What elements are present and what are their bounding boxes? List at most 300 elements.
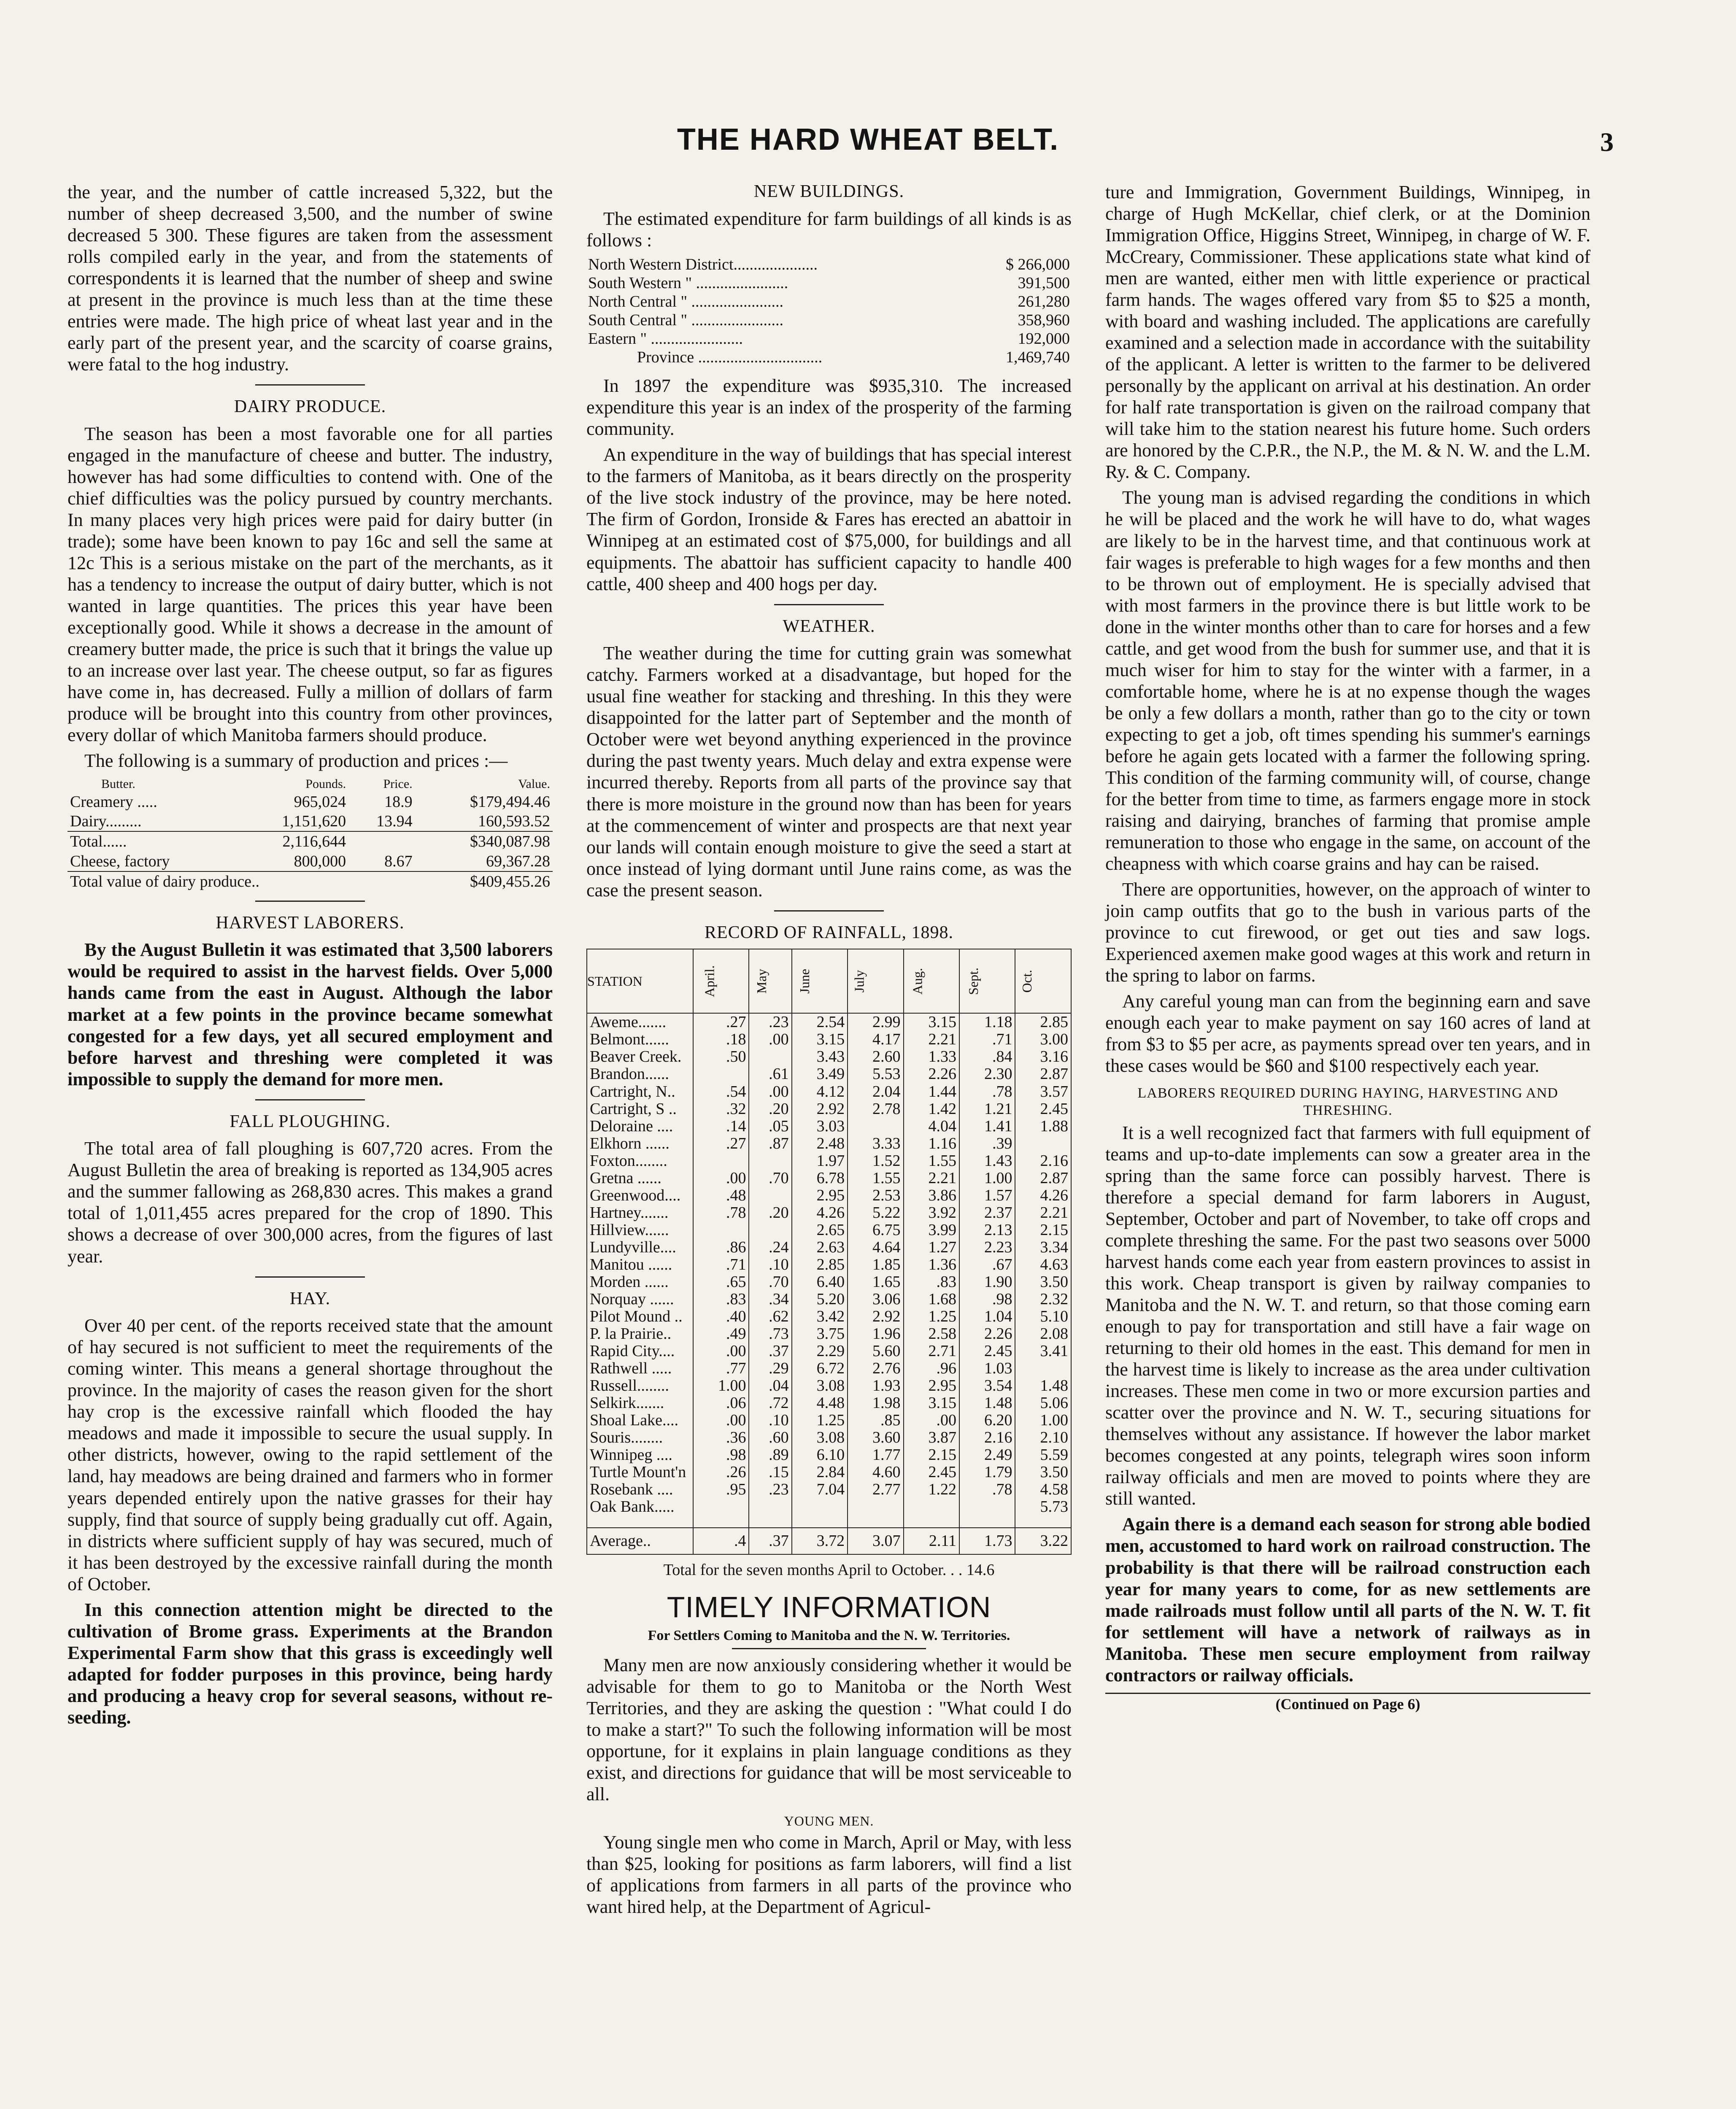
- empty-cell: [348, 831, 415, 851]
- average-value: 3.07: [848, 1528, 903, 1554]
- rainfall-value: .77: [693, 1360, 749, 1377]
- fall-paragraph: The total area of fall ploughing is 607,720 acres. From the August Bulletin the area of breaking is reported as 134,905 acres and the summer fallowing as 268,830 acres. This makes a grand total of 1,011,455 acres prepared for the crop of 1890. This shows a decrease of over 300,000 acres, from the figures of last year.: [67, 1138, 553, 1267]
- table-row: [67, 831, 553, 851]
- table-row: [587, 1065, 1071, 1083]
- section-divider: [255, 384, 365, 386]
- dairy-paragraph: The season has been a most favorable one for all parties engaged in the manufacture of cheese and butter. The industry, however has had some difficulties to contend with. One of the chief difficulties was the policy pursued by country merchants. In many places very high prices were paid for dairy butter (in trade); some have been known to pay 16c and sell the same at 12c This is a serious mistake on the part of the merchants, as it has a tendency to increase the output of dairy butter, which is not wanted in large quantities. The prices this year have been exceptionally good. While it shows a decrease in the amount of creamery butter made, the price is such that it brings the value up to an increase over last year. The cheese output, so far as figures have come in, has decreased. Fully a million of dollars of farm produce will be brought into this country from other provinces, every dollar of which Manitoba farmers should produce.: [67, 423, 553, 746]
- table-row: [586, 329, 1072, 348]
- rainfall-value: 1.42: [904, 1100, 959, 1118]
- rainfall-value: [792, 1498, 848, 1528]
- rainfall-value: [749, 1187, 791, 1204]
- rainfall-value: 3.57: [1015, 1083, 1071, 1100]
- rainfall-value: 2.15: [904, 1446, 959, 1464]
- rainfall-value: 1.04: [959, 1308, 1015, 1325]
- dairy-table: [67, 776, 553, 891]
- dairy-col-value: Value.: [518, 777, 550, 791]
- rainfall-value: .37: [749, 1343, 791, 1360]
- average-value: 3.22: [1015, 1528, 1071, 1554]
- rainfall-value: [749, 1048, 791, 1065]
- rainfall-value: 3.34: [1015, 1239, 1071, 1256]
- rainfall-value: 1.21: [959, 1100, 1015, 1118]
- station-name: Souris........: [587, 1429, 693, 1446]
- rainfall-value: .60: [749, 1429, 791, 1446]
- table-row: [587, 1498, 1071, 1528]
- rainfall-value: .05: [749, 1118, 791, 1135]
- table-row: [587, 1031, 1071, 1048]
- rainfall-value: 1.25: [904, 1308, 959, 1325]
- rainfall-value: 1.00: [1015, 1412, 1071, 1429]
- rainfall-value: .27: [693, 1013, 749, 1031]
- rainfall-value: 2.54: [792, 1013, 848, 1031]
- rainfall-value: [959, 1498, 1015, 1528]
- rainfall-value: 3.49: [792, 1065, 848, 1083]
- station-name: Foxton........: [587, 1152, 693, 1170]
- rainfall-value: .23: [749, 1481, 791, 1498]
- station-name: Deloraine ....: [587, 1118, 693, 1135]
- rainfall-value: .62: [749, 1308, 791, 1325]
- district-label: South Western " .......................: [588, 274, 788, 292]
- cheese-price: 8.67: [384, 852, 413, 870]
- weather-heading: WEATHER.: [783, 616, 875, 636]
- rainfall-value: 3.15: [904, 1394, 959, 1412]
- table-row: [587, 1446, 1071, 1464]
- rainfall-value: .83: [693, 1291, 749, 1308]
- rainfall-value: 2.95: [792, 1187, 848, 1204]
- rainfall-value: .70: [749, 1170, 791, 1187]
- rainfall-value: 2.87: [1015, 1170, 1071, 1187]
- rainfall-value: 1.77: [848, 1446, 903, 1464]
- station-name: Rapid City....: [587, 1343, 693, 1360]
- dairy-col-price: Price.: [383, 777, 413, 791]
- rainfall-value: 3.06: [848, 1291, 903, 1308]
- rainfall-value: 2.15: [1015, 1222, 1071, 1239]
- rainfall-value: .96: [904, 1360, 959, 1377]
- station-name: Gretna ......: [587, 1170, 693, 1187]
- table-row: [587, 1152, 1071, 1170]
- rainfall-value: 3.15: [792, 1031, 848, 1048]
- harvest-heading: HARVEST LABORERS.: [216, 913, 405, 933]
- rainfall-value: [848, 1118, 903, 1135]
- winter-paragraph: There are opportunities, however, on the approach of winter to join camp outfits that go to the bush in various parts of the province to cut firewood, or get out ties and saw logs. Experienced axemen make good wages at this work and return in the spring to labor on farms.: [1105, 879, 1590, 986]
- month-header: April.: [693, 949, 749, 1013]
- table-row: [587, 1048, 1071, 1065]
- table-row: [587, 1239, 1071, 1256]
- rainfall-value: 3.50: [1015, 1273, 1071, 1291]
- rainfall-value: [848, 1498, 903, 1528]
- rainfall-value: .71: [959, 1031, 1015, 1048]
- rainfall-value: 2.92: [848, 1308, 903, 1325]
- rainfall-value: 1.85: [848, 1256, 903, 1273]
- intro-paragraph: the year, and the number of cattle increased 5,322, but the number of sheep decreased 3,500, and the number of swine decreased 5 300. These figures are taken from the assessment rolls compiled early in the year, and from the statements of correspondents it is learned that the number of sheep and swine at present in the province is much less than at the time these entries were made. The high price of wheat last year and in the early part of the present year, and the scarcity of coarse grains, were fatal to the hog industry.: [67, 182, 553, 375]
- rainfall-value: .20: [749, 1100, 791, 1118]
- table-row: [67, 792, 553, 812]
- rainfall-value: 5.59: [1015, 1446, 1071, 1464]
- rainfall-value: 5.73: [1015, 1498, 1071, 1528]
- month-header: Oct.: [1015, 949, 1071, 1013]
- table-row: [587, 1464, 1071, 1481]
- district-amount: $ 266,000: [1006, 255, 1070, 273]
- station-name: Shoal Lake....: [587, 1412, 693, 1429]
- rainfall-value: 4.63: [1015, 1256, 1071, 1273]
- rainfall-value: 2.21: [904, 1170, 959, 1187]
- rainfall-value: 2.10: [1015, 1429, 1071, 1446]
- dairy-total-value: $340,087.98: [415, 831, 553, 851]
- rainfall-value: .20: [749, 1204, 791, 1222]
- timely-subheading: For Settlers Coming to Manitoba and the N. W. Territories.: [648, 1627, 1010, 1643]
- rainfall-value: .48: [693, 1187, 749, 1204]
- rainfall-value: .32: [693, 1100, 749, 1118]
- section-divider: [732, 1648, 926, 1649]
- rainfall-value: 3.86: [904, 1187, 959, 1204]
- dairy-col-pounds: Pounds.: [305, 777, 346, 791]
- rainfall-value: 3.03: [792, 1118, 848, 1135]
- rainfall-value: 1.88: [1015, 1118, 1071, 1135]
- agriculture-paragraph: ture and Immigration, Government Buildings, Winnipeg, in charge of Hugh McKellar, chief clerk, or at the Dominion Immigration Office, Higgins Street, Winnipeg, in charge of W. F. McCreary, Commissioner. These applications state what kind of men are wanted, either men with little experience or practical farm hands. The wages offered vary from $5 to $25 a month, with board and washing included. The applications are carefully examined and a selection made in accordance with the suitability of the applicant. A letter is written to the farmer to be delivered personally by the applicant on arrival at his destination. An order for half rate transportation is given on the railroad company that will take him to the station nearest his future home. Such orders are honored by the C.P.R., the N.P., the M. & N. W. and the L.M. Ry. & C. Company.: [1105, 182, 1590, 483]
- station-name: Cartright, S ..: [587, 1100, 693, 1118]
- station-name: Norquay ......: [587, 1291, 693, 1308]
- rainfall-value: .84: [959, 1048, 1015, 1065]
- dairy-price: 18.9: [384, 793, 413, 811]
- rainfall-value: 1.16: [904, 1135, 959, 1152]
- rainfall-value: 3.41: [1015, 1343, 1071, 1360]
- table-row: [586, 348, 1072, 367]
- rainfall-value: .70: [749, 1273, 791, 1291]
- average-value: 3.72: [792, 1528, 848, 1554]
- rainfall-value: .15: [749, 1464, 791, 1481]
- rainfall-value: .23: [749, 1013, 791, 1031]
- month-header: Sept.: [959, 949, 1015, 1013]
- rainfall-value: 2.53: [848, 1187, 903, 1204]
- page-title: THE HARD WHEAT BELT.: [677, 123, 1059, 156]
- rainfall-value: .00: [693, 1412, 749, 1429]
- rainfall-value: 3.99: [904, 1222, 959, 1239]
- district-amount: 391,500: [1018, 274, 1070, 292]
- rainfall-value: 2.16: [1015, 1152, 1071, 1170]
- rainfall-value: 2.45: [1015, 1100, 1071, 1118]
- table-row: [587, 1291, 1071, 1308]
- rainfall-table: [586, 949, 1072, 1555]
- rainfall-value: [693, 1152, 749, 1170]
- rainfall-value: 2.16: [959, 1429, 1015, 1446]
- average-row: [587, 1528, 1071, 1554]
- rainfall-value: 6.78: [792, 1170, 848, 1187]
- rainfall-value: 3.75: [792, 1325, 848, 1343]
- rainfall-value: 2.32: [1015, 1291, 1071, 1308]
- table-row: [587, 1273, 1071, 1291]
- station-name: Lundyville....: [587, 1239, 693, 1256]
- table-row: [586, 255, 1072, 274]
- rainfall-value: 3.43: [792, 1048, 848, 1065]
- station-name: Rosebank ....: [587, 1481, 693, 1498]
- rainfall-value: .10: [749, 1256, 791, 1273]
- rainfall-value: .27: [693, 1135, 749, 1152]
- station-name: Manitou ......: [587, 1256, 693, 1273]
- table-row: [587, 1170, 1071, 1187]
- rainfall-value: 6.40: [792, 1273, 848, 1291]
- rainfall-value: .39: [959, 1135, 1015, 1152]
- grand-total-value: $409,455.26: [415, 871, 553, 891]
- dairy-value: $179,494.46: [470, 793, 550, 811]
- rainfall-value: .89: [749, 1446, 791, 1464]
- page-number: 3: [1600, 127, 1614, 157]
- rainfall-value: 1.36: [904, 1256, 959, 1273]
- rainfall-value: 1.97: [792, 1152, 848, 1170]
- month-header: Aug.: [904, 949, 959, 1013]
- rainfall-value: 2.63: [792, 1239, 848, 1256]
- rainfall-value: .04: [749, 1377, 791, 1394]
- section-divider: [255, 1099, 365, 1100]
- advice-paragraph: The young man is advised regarding the conditions in which he will be placed and the work he will have to do, what wages are likely to be in the harvest time, and that continuous work at fair wages is preferable to high wages for a few months and then to be thrown out of employment. He is specially advised that with most farmers in the province there is but little work to be done in the winter months other than to care for horses and a few cattle, and get wood from the bush for summer use, and that it is much wiser for him to stay for the winter with a farmer, in a comfortable home, where he is at no expense though the wages be only a few dollars a month, rather than go to the city or town expecting to get a job, oft times spending his summer's earnings before he again gets located with a farmer the following spring. This condition of the farming community will, of course, change for the better from time to time, as farmers engage more in stock raising and dairying, branches of farming that promise ample remuneration to those who engage in the same, on account of the cheapness with which coarse grains and hay can be raised.: [1105, 487, 1590, 874]
- station-name: Pilot Mound ..: [587, 1308, 693, 1325]
- table-row: [587, 1118, 1071, 1135]
- dairy-total-label: Total......: [67, 831, 237, 851]
- station-name: Greenwood....: [587, 1187, 693, 1204]
- table-row: [586, 274, 1072, 292]
- rainfall-value: 4.12: [792, 1083, 848, 1100]
- rainfall-value: 2.26: [959, 1325, 1015, 1343]
- rainfall-value: [904, 1498, 959, 1528]
- rainfall-value: 2.92: [792, 1100, 848, 1118]
- section-divider: [255, 1276, 365, 1278]
- rainfall-value: 3.00: [1015, 1031, 1071, 1048]
- rainfall-value: 4.48: [792, 1394, 848, 1412]
- rainfall-value: 4.26: [1015, 1187, 1071, 1204]
- rainfall-value: 2.77: [848, 1481, 903, 1498]
- station-name: Cartright, N..: [587, 1083, 693, 1100]
- rainfall-value: 1.44: [904, 1083, 959, 1100]
- rainfall-value: 2.76: [848, 1360, 903, 1377]
- rainfall-value: .34: [749, 1291, 791, 1308]
- rainfall-value: .36: [693, 1429, 749, 1446]
- rainfall-value: 2.71: [904, 1343, 959, 1360]
- rainfall-value: 6.72: [792, 1360, 848, 1377]
- rainfall-value: 2.84: [792, 1464, 848, 1481]
- rainfall-value: 1.48: [959, 1394, 1015, 1412]
- rainfall-value: .29: [749, 1360, 791, 1377]
- station-name: Rathwell .....: [587, 1360, 693, 1377]
- dairy-label: Creamery .....: [70, 793, 157, 811]
- rainfall-value: 4.04: [904, 1118, 959, 1135]
- district-amount: 1,469,740: [1006, 348, 1070, 367]
- dairy-total-pounds: 2,116,644: [237, 831, 348, 851]
- station-name: P. la Prairie..: [587, 1325, 693, 1343]
- continued-note: (Continued on Page 6): [1105, 1693, 1590, 1713]
- station-name: Turtle Mount'n: [587, 1464, 693, 1481]
- timely-paragraph: Many men are now anxiously considering whether it would be advisable for them to go to Manitoba or the North West Territories, and they are asking the question : "What could I do to make a start?" To such the following information will be most opportune, for it explains in plain language conditions as they exist, and directions for guidance that will be most serviceable to all.: [586, 1655, 1072, 1805]
- rainfall-value: 1.27: [904, 1239, 959, 1256]
- station-name: Oak Bank.....: [587, 1498, 693, 1528]
- average-value: .37: [749, 1528, 791, 1554]
- rainfall-value: 1.93: [848, 1377, 903, 1394]
- table-row: [587, 1222, 1071, 1239]
- station-name: Morden ......: [587, 1273, 693, 1291]
- hay-paragraph: Over 40 per cent. of the reports received state that the amount of hay secured is not sufficient to meet the requirements of the coming winter. This means a general shortage throughout the province. In the majority of cases the reason given for the short hay crop is the excessive rainfall which flooded the hay meadows and made it impossible to secure the usual supply. In other districts, however, owing to the rapid settlement of the land, hay meadows are being drained and farmers who in former years depended entirely upon the native grasses for their hay supply, find that source of supply being gradually cut off. Again, in districts where sufficient supply of hay was secured, much of it has been destroyed by the excessive rainfall during the month of October.: [67, 1315, 553, 1594]
- station-name: Elkhorn ......: [587, 1135, 693, 1152]
- rainfall-value: .18: [693, 1031, 749, 1048]
- district-label: Province ...............................: [637, 348, 823, 367]
- rainfall-value: 2.04: [848, 1083, 903, 1100]
- station-name: Beaver Creek.: [587, 1048, 693, 1065]
- column-right: [1105, 181, 1590, 1713]
- rainfall-value: [1015, 1360, 1071, 1377]
- rainfall-header-row: [587, 949, 1071, 1013]
- station-name: Russell........: [587, 1377, 693, 1394]
- harvest-paragraph: By the August Bulletin it was estimated that 3,500 laborers would be required to assist in the harvest fields. Over 5,000 hands came from the east in August. Although the labor market at a few points in the province became somewhat congested for a few days, yet all secured employment and before harvest and threshing were completed it was impossible to supply the demand for more men.: [67, 939, 553, 1090]
- rainfall-value: [749, 1152, 791, 1170]
- district-label: North Western District.....................: [588, 255, 818, 273]
- rainfall-value: 1.41: [959, 1118, 1015, 1135]
- rainfall-value: 2.45: [959, 1343, 1015, 1360]
- dairy-col-butter: Butter.: [101, 777, 135, 791]
- rainfall-value: .00: [749, 1083, 791, 1100]
- rainfall-value: 2.60: [848, 1048, 903, 1065]
- rainfall-value: 7.04: [792, 1481, 848, 1498]
- rainfall-value: 6.20: [959, 1412, 1015, 1429]
- laborers-heading: LABORERS REQUIRED DURING HAYING, HARVESTING AND THRESHING.: [1137, 1085, 1558, 1119]
- rainfall-value: 2.49: [959, 1446, 1015, 1464]
- rainfall-body: [587, 1013, 1071, 1554]
- rainfall-value: .00: [693, 1343, 749, 1360]
- rainfall-value: 3.15: [904, 1013, 959, 1031]
- column-middle: [586, 181, 1072, 1922]
- district-amount: 358,960: [1018, 311, 1070, 329]
- rainfall-value: .14: [693, 1118, 749, 1135]
- hay-heading: HAY.: [289, 1289, 331, 1308]
- rainfall-value: 5.60: [848, 1343, 903, 1360]
- rainfall-value: 1.90: [959, 1273, 1015, 1291]
- section-divider: [255, 901, 365, 902]
- young-men-paragraph: Young single men who come in March, April or May, with less than $25, looking for positions as farm laborers, will find a list of applications from farmers in all parts of the province who want hired help, at the Department of Agricul-: [586, 1832, 1072, 1918]
- rainfall-value: .85: [848, 1412, 903, 1429]
- rainfall-value: .78: [693, 1204, 749, 1222]
- table-row: [587, 1083, 1071, 1100]
- rainfall-value: 2.30: [959, 1065, 1015, 1083]
- rainfall-value: 4.58: [1015, 1481, 1071, 1498]
- buildings-paragraph-3: An expenditure in the way of buildings that has special interest to the farmers of Manitoba, as it bears directly on the prosperity of the live stock industry of the province, may be here noted. The firm of Gordon, Ironside & Fares has erected an abattoir in Winnipeg at an estimated cost of $75,000, for buildings and all equipments. The abattoir has sufficient capacity to handle 400 cattle, 400 sheep and 400 hogs per day.: [586, 444, 1072, 594]
- station-name: Selkirk.......: [587, 1394, 693, 1412]
- table-row: [587, 1325, 1071, 1343]
- expenditure-table: [586, 255, 1072, 367]
- rainfall-value: .50: [693, 1048, 749, 1065]
- rainfall-value: .67: [959, 1256, 1015, 1273]
- rainfall-value: 2.58: [904, 1325, 959, 1343]
- rainfall-value: [693, 1498, 749, 1528]
- table-row: [587, 1377, 1071, 1394]
- rainfall-value: .24: [749, 1239, 791, 1256]
- rainfall-value: 2.78: [848, 1100, 903, 1118]
- rainfall-value: 2.26: [904, 1065, 959, 1083]
- rainfall-value: 2.29: [792, 1343, 848, 1360]
- rainfall-value: 2.95: [904, 1377, 959, 1394]
- rainfall-value: .00: [904, 1412, 959, 1429]
- section-divider: [774, 604, 884, 605]
- rainfall-value: 1.22: [904, 1481, 959, 1498]
- rainfall-value: 1.65: [848, 1273, 903, 1291]
- rainfall-value: .83: [904, 1273, 959, 1291]
- rainfall-value: 3.87: [904, 1429, 959, 1446]
- rainfall-total: Total for the seven months April to October. . . 14.6: [663, 1561, 995, 1579]
- station-name: Brandon......: [587, 1065, 693, 1083]
- rainfall-value: .26: [693, 1464, 749, 1481]
- rainfall-value: 3.33: [848, 1135, 903, 1152]
- table-row: [587, 1343, 1071, 1360]
- district-amount: 261,280: [1018, 292, 1070, 310]
- rainfall-value: 1.68: [904, 1291, 959, 1308]
- rainfall-value: .00: [693, 1170, 749, 1187]
- table-row: [587, 1135, 1071, 1152]
- rainfall-value: .65: [693, 1273, 749, 1291]
- savings-paragraph: Any careful young man can from the beginning earn and save enough each year to make payment on say 160 acres of land at from $3 to $5 per acre, as payments spread over ten years, and in these cases would be $60 and $100 respectively each year.: [1105, 991, 1590, 1076]
- rainfall-value: [693, 1065, 749, 1083]
- rainfall-value: 1.52: [848, 1152, 903, 1170]
- rainfall-value: 3.08: [792, 1429, 848, 1446]
- dairy-summary-intro: The following is a summary of production and prices :—: [84, 750, 508, 771]
- rainfall-value: .49: [693, 1325, 749, 1343]
- rainfall-value: 4.17: [848, 1031, 903, 1048]
- district-amount: 192,000: [1018, 330, 1070, 348]
- rainfall-value: .98: [959, 1291, 1015, 1308]
- buildings-heading: NEW BUILDINGS.: [753, 182, 904, 201]
- timely-heading: TIMELY INFORMATION: [667, 1591, 991, 1624]
- table-row: [587, 1204, 1071, 1222]
- station-name: Belmont......: [587, 1031, 693, 1048]
- rainfall-value: 2.85: [1015, 1013, 1071, 1031]
- rainfall-value: 5.20: [792, 1291, 848, 1308]
- rainfall-value: [749, 1222, 791, 1239]
- rainfall-value: 1.00: [959, 1170, 1015, 1187]
- rainfall-value: .78: [959, 1083, 1015, 1100]
- hay-paragraph-2: In this connection attention might be directed to the cultivation of Brome grass. Experiments at the Brandon Experimental Farm show that this grass is exceedingly well adapted for fodder purposes in this province, being hardy and producing a heavy crop for several seasons, without re-seeding.: [67, 1599, 553, 1728]
- rainfall-value: 1.98: [848, 1394, 903, 1412]
- station-name: Aweme.......: [587, 1013, 693, 1031]
- cheese-label: Cheese, factory: [70, 852, 170, 870]
- rainfall-value: 2.23: [959, 1239, 1015, 1256]
- section-divider: [774, 910, 884, 912]
- rainfall-value: 3.92: [904, 1204, 959, 1222]
- fall-heading: FALL PLOUGHING.: [229, 1111, 391, 1131]
- dairy-pounds: 965,024: [294, 793, 346, 811]
- table-row: [587, 1187, 1071, 1204]
- rainfall-value: 2.37: [959, 1204, 1015, 1222]
- buildings-intro: The estimated expenditure for farm buildings of all kinds is as follows :: [586, 208, 1072, 251]
- district-label: South Central " .......................: [588, 311, 784, 329]
- rainfall-value: .98: [693, 1446, 749, 1464]
- rainfall-heading: RECORD OF RAINFALL, 1898.: [704, 922, 954, 942]
- railroad-paragraph: Again there is a demand each season for strong able bodied men, accustomed to hard work on railroad construction. The probability is that there will be railroad construction each year for many years to come, for as new settlements are made railroads must follow until all parts of the N. W. T. fit for settlement will have a network of railways as in Manitoba. These men secure employment from railway contractors or railway officials.: [1105, 1514, 1590, 1686]
- average-label: Average..: [587, 1528, 693, 1554]
- rainfall-value: 2.65: [792, 1222, 848, 1239]
- district-label: North Central " .......................: [588, 292, 784, 310]
- rainfall-value: 2.08: [1015, 1325, 1071, 1343]
- rainfall-value: .95: [693, 1481, 749, 1498]
- rainfall-value: 2.21: [1015, 1204, 1071, 1222]
- rainfall-value: 1.79: [959, 1464, 1015, 1481]
- rainfall-value: 1.00: [693, 1377, 749, 1394]
- rainfall-value: .73: [749, 1325, 791, 1343]
- rainfall-value: .54: [693, 1083, 749, 1100]
- table-row: [587, 1308, 1071, 1325]
- rainfall-value: 3.54: [959, 1377, 1015, 1394]
- rainfall-value: 2.87: [1015, 1065, 1071, 1083]
- rainfall-value: 3.42: [792, 1308, 848, 1325]
- rainfall-value: 5.53: [848, 1065, 903, 1083]
- rainfall-value: 1.25: [792, 1412, 848, 1429]
- table-row: [587, 1394, 1071, 1412]
- rainfall-value: 1.48: [1015, 1377, 1071, 1394]
- month-header: May: [749, 949, 791, 1013]
- rainfall-value: .61: [749, 1065, 791, 1083]
- table-row: [586, 311, 1072, 329]
